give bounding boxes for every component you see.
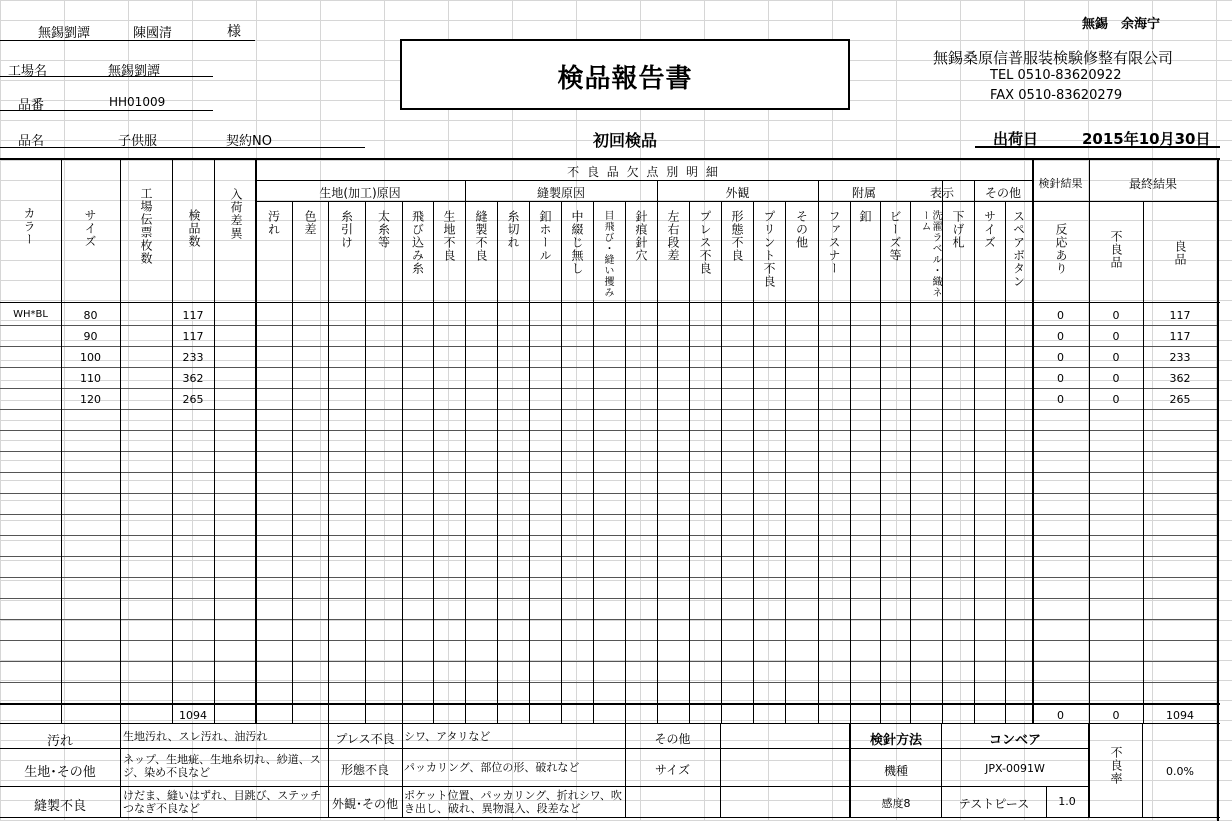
customer-name: 無錫劉譚	[38, 26, 91, 41]
column-line	[689, 201, 690, 723]
customer-underline	[0, 40, 255, 41]
column-line	[850, 201, 851, 723]
honorific: 様	[227, 24, 241, 40]
cell-count: 117	[182, 330, 204, 343]
header-slips: 工場伝票枚数	[139, 187, 153, 265]
row-line	[0, 577, 1217, 578]
column-line	[292, 201, 293, 723]
table-total-bottom	[0, 723, 1220, 724]
header-inspected: 検品数	[187, 209, 201, 248]
defect-header: 太糸等	[376, 210, 391, 249]
defect-header: 色差	[303, 210, 317, 236]
company-name: 無錫桑原信普服装検験修整有限公司	[933, 49, 1174, 67]
cell-bad: 0	[1112, 351, 1120, 364]
row-line	[0, 493, 1217, 494]
final-title-underline	[1089, 201, 1217, 202]
column-line	[785, 201, 786, 723]
legend-v5	[720, 723, 721, 817]
defect-header: 針痕針穴	[634, 210, 648, 262]
row-line	[0, 409, 1217, 410]
column-line	[214, 158, 215, 723]
name-label: 品名	[18, 134, 45, 149]
cell-count: 117	[182, 309, 204, 322]
row-line	[0, 598, 1217, 599]
needle-col: 反応あり	[1054, 223, 1068, 275]
defect-header: 目飛び・縫い攫み	[602, 210, 613, 298]
defect-header: その他	[794, 210, 809, 249]
model-label: 機種	[883, 764, 908, 778]
legend-stain-label: 汚れ	[46, 734, 73, 749]
column-line	[433, 201, 434, 723]
legend-fabric-label: 生地･その他	[24, 765, 96, 780]
final-good: 良品	[1173, 240, 1187, 266]
defect-header: サイズ	[982, 210, 997, 249]
cell-needle: 0	[1057, 393, 1064, 406]
group-label: 表示	[929, 186, 954, 200]
row-line	[0, 640, 1217, 641]
defect-title: 不 良 品 欠 点 別 明 細	[567, 165, 720, 179]
defect-header: 形態不良	[730, 210, 744, 262]
column-line	[1032, 158, 1034, 723]
table-header-bottom	[0, 302, 1220, 303]
shipping-underline	[975, 146, 1220, 148]
header-size: サイズ	[83, 209, 97, 248]
code-underline	[0, 110, 213, 111]
column-line	[910, 201, 911, 723]
defect-title-underline	[255, 180, 1032, 181]
group-sewing: 縫製原因	[536, 186, 585, 200]
row-line	[0, 619, 1217, 620]
legend-other-label: その他	[654, 732, 691, 746]
group-fabric: 生地(加工)原因	[319, 186, 401, 200]
legend-fabric-text: ネップ、生地疵、生地糸切れ、紗道、スジ、染め不良など	[123, 753, 321, 779]
legend-line-1	[0, 748, 850, 749]
code-value: HH01009	[109, 95, 166, 109]
factory-underline	[0, 76, 213, 77]
shipping-label: 出荷日	[993, 130, 1039, 148]
column-line	[657, 180, 658, 723]
inspector-name: 無錫 余海宁	[1082, 17, 1161, 32]
row-line	[0, 346, 1217, 347]
defect-rate-label: 不良率	[1109, 746, 1123, 785]
defect-header: 糸切れ	[506, 210, 520, 249]
model-value: JPX-0091W	[985, 762, 1045, 775]
column-line	[328, 201, 329, 723]
total-good: 1094	[1166, 709, 1194, 722]
defect-rate-value: 0.0%	[1166, 765, 1194, 778]
column-line	[561, 201, 562, 723]
row-line	[0, 661, 1217, 662]
column-line	[818, 180, 819, 723]
legend-line-3	[850, 748, 1089, 749]
name-underline	[0, 147, 365, 148]
header-diff: 入荷差異	[229, 188, 243, 240]
cell-color: WH*BL	[13, 309, 48, 320]
contract-label: 契約NO	[226, 134, 272, 149]
column-line	[1143, 201, 1144, 723]
column-line	[1005, 201, 1006, 723]
legend-press-label: プレス不良	[335, 732, 395, 746]
defect-header: 飛び込み糸	[410, 210, 425, 275]
cell-size: 90	[83, 330, 98, 343]
column-line	[465, 180, 466, 723]
table-right-border	[1217, 158, 1219, 821]
group-accessory: 附属	[851, 186, 876, 200]
defect-header: 汚れ	[266, 210, 281, 236]
cell-size: 100	[80, 351, 101, 364]
cell-count: 233	[182, 351, 204, 364]
row-line	[0, 514, 1217, 515]
cell-needle: 0	[1057, 351, 1064, 364]
legend-sewing-text: けだま、縫いはずれ、目跳び、ステッチつなぎ不良など	[123, 789, 321, 815]
row-line	[0, 388, 1217, 389]
column-line	[1089, 158, 1090, 723]
name-value: 子供服	[118, 134, 158, 149]
cell-needle: 0	[1057, 372, 1064, 385]
legend-v3	[402, 723, 403, 817]
legend-form-label: 形態不良	[340, 763, 389, 777]
column-line	[255, 158, 257, 723]
defect-header: 釦ホール	[538, 210, 552, 262]
final-bad: 不良品	[1109, 230, 1123, 269]
total-needle: 0	[1057, 709, 1064, 722]
defect-header: 中綴じ無し	[570, 210, 584, 275]
defect-header: 左右段差	[666, 210, 680, 262]
row-line	[0, 535, 1217, 536]
test-piece-value: 1.0	[1058, 795, 1076, 808]
customer-person: 陳國清	[133, 26, 173, 41]
column-line	[529, 201, 530, 723]
method-label: 検針方法	[869, 733, 922, 748]
column-line	[942, 180, 943, 723]
column-line	[974, 180, 975, 723]
row-line	[0, 325, 1217, 326]
cell-bad: 0	[1112, 372, 1120, 385]
legend-appear-text: ポケット位置、パッカリング、折れシワ、吹き出し、破れ、異物混入、段差など	[404, 789, 622, 815]
row-line	[0, 682, 1217, 683]
legend-v9	[1088, 723, 1090, 817]
defect-header: 釦	[858, 210, 872, 223]
legend-bottom	[0, 817, 1220, 818]
defect-header: スペアボタン	[1011, 210, 1026, 288]
column-line	[497, 201, 498, 723]
cell-needle: 0	[1057, 330, 1064, 343]
cell-good: 362	[1169, 372, 1191, 385]
row-line	[0, 430, 1217, 431]
needle-title: 検針結果	[1038, 177, 1083, 190]
method-value: コンベア	[988, 733, 1041, 748]
cell-count: 362	[182, 372, 204, 385]
cell-good: 117	[1169, 330, 1191, 343]
table-total-top	[0, 703, 1220, 705]
cell-good: 265	[1169, 393, 1191, 406]
code-label: 品番	[18, 98, 45, 113]
factory-value: 無錫劉譚	[108, 64, 161, 79]
legend-form-text: パッカリング、部位の形、破れなど	[404, 761, 580, 774]
table-top-border	[0, 158, 1220, 160]
column-line	[753, 201, 754, 723]
legend-v1	[120, 723, 121, 817]
cell-needle: 0	[1057, 309, 1064, 322]
defect-header: 縫製不良	[474, 210, 488, 262]
legend-sewing-label: 縫製不良	[33, 799, 86, 814]
legend-line-2	[0, 786, 1089, 787]
column-line	[120, 158, 121, 723]
sensitivity-label: 感度8	[881, 797, 911, 810]
column-line	[721, 201, 722, 723]
cell-size: 80	[83, 309, 98, 322]
defect-header: 糸引け	[339, 210, 354, 249]
cell-bad: 0	[1112, 309, 1120, 322]
cell-good: 117	[1169, 309, 1191, 322]
legend-press-text: シワ、アタリなど	[404, 730, 491, 743]
report-subtitle: 初回検品	[592, 131, 657, 150]
cell-count: 265	[182, 393, 204, 406]
legend-stain-text: 生地汚れ、スレ汚れ、油汚れ	[123, 730, 268, 743]
column-line	[365, 201, 366, 723]
company-tel: TEL 0510-83620922	[990, 68, 1122, 83]
defect-header: プレス不良	[698, 210, 712, 275]
group-other: その他	[984, 186, 1021, 200]
company-fax: FAX 0510-83620279	[990, 88, 1123, 103]
defect-header: 洗濯ラベル・織ネーム	[919, 210, 941, 298]
cell-size: 110	[80, 372, 101, 385]
factory-label: 工場名	[8, 64, 48, 79]
cell-bad: 0	[1112, 330, 1120, 343]
defect-header: プリント不良	[762, 210, 776, 288]
cell-bad: 0	[1112, 393, 1120, 406]
cell-good: 233	[1169, 351, 1191, 364]
row-line	[0, 367, 1217, 368]
group-appearance: 外観	[725, 186, 750, 200]
column-line	[402, 201, 403, 723]
defect-group-underline	[255, 201, 1217, 202]
legend-size-label: サイズ	[654, 763, 691, 777]
total-bad: 0	[1112, 709, 1120, 722]
row-line	[0, 451, 1217, 452]
final-title: 最終結果	[1128, 177, 1177, 191]
shipping-date: 2015年10月30日	[1082, 130, 1211, 148]
column-line	[172, 158, 173, 723]
defect-header: ファスナー	[827, 210, 841, 275]
cell-size: 120	[80, 393, 101, 406]
column-line	[593, 201, 594, 723]
legend-appear-label: 外観･その他	[331, 797, 398, 811]
test-piece-label: テストピース	[958, 797, 1030, 811]
header-color: カラー	[22, 207, 36, 246]
column-line	[61, 158, 62, 723]
column-line	[625, 201, 626, 723]
total-count: 1094	[179, 709, 207, 722]
report-title: 検品報告書	[557, 64, 693, 94]
defect-header: ビーズ等	[888, 210, 902, 262]
defect-header: 下げ札	[951, 210, 965, 249]
row-line	[0, 556, 1217, 557]
row-line	[0, 472, 1217, 473]
defect-header: 生地不良	[442, 210, 456, 262]
column-line	[880, 201, 881, 723]
